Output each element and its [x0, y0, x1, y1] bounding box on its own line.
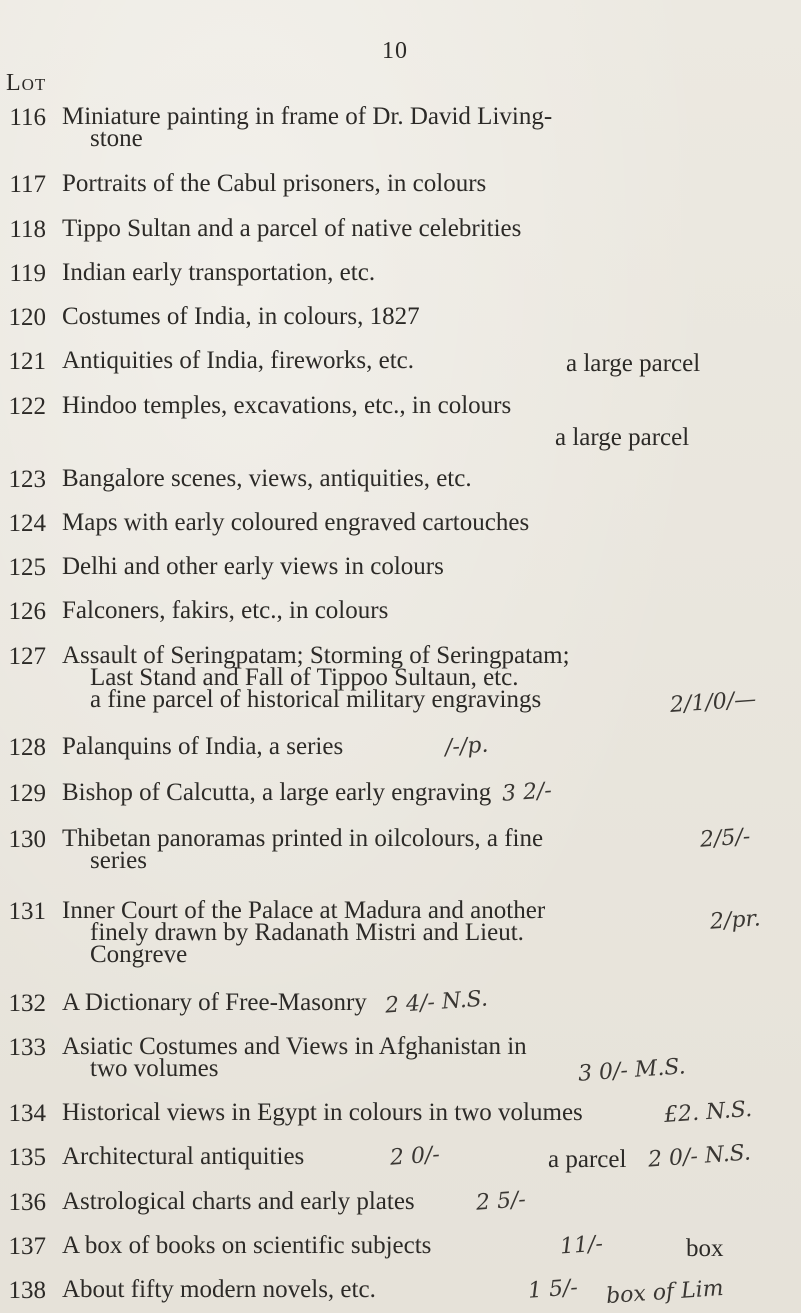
lot-description: [62, 733, 344, 760]
handwritten-price: 1 5/-: [527, 1275, 579, 1304]
lot-line: Portraits of the Cabul prisoners, in colours: [62, 170, 487, 197]
lot-line: two volumes: [90, 1055, 219, 1082]
lot-description: [62, 897, 546, 968]
lot-number: 124: [8, 510, 46, 537]
handwritten-price: 2 5/-: [475, 1187, 527, 1216]
handwritten-price: 3 0/- M.S.: [577, 1054, 687, 1087]
lot-line: Delhi and other early views in colours: [62, 553, 444, 580]
handwritten-price: 3 2/-: [501, 778, 553, 807]
lot-description: [62, 170, 487, 197]
handwritten-price: /-/p.: [444, 732, 490, 761]
lot-line: finely drawn by Radanath Mistri and Lieut.: [90, 919, 524, 946]
lot-description: [62, 825, 544, 874]
lot-description: [62, 465, 472, 492]
lot-line: Antiquities of India, fireworks, etc.: [62, 347, 414, 374]
lot-number: 123: [8, 466, 46, 493]
lot-line: Astrological charts and early plates: [62, 1188, 415, 1215]
lot-number: 120: [8, 304, 46, 331]
lot-line: Asiatic Costumes and Views in Afghanistan in: [62, 1033, 527, 1060]
lot-line: Maps with early coloured engraved cartouches: [62, 509, 530, 536]
lot-description: [62, 779, 492, 806]
lot-number: 134: [8, 1100, 46, 1127]
lot-number: 137: [8, 1233, 46, 1260]
lot-line: Palanquins of India, a series: [62, 733, 344, 760]
lot-description: [62, 1232, 432, 1259]
lot-line: Thibetan panoramas printed in oilcolours, a fine: [62, 825, 544, 852]
lot-description: [62, 1188, 415, 1215]
lot-line: Tippo Sultan and a parcel of native celebrities: [62, 215, 522, 242]
lot-number: 136: [8, 1189, 46, 1216]
lot-line: a fine parcel of historical military engravings: [90, 686, 542, 713]
lot-description: [62, 989, 367, 1016]
lot-description: [62, 1143, 305, 1170]
lot-line: Assault of Seringpatam; Storming of Seringpatam;: [62, 642, 570, 669]
lot-quantity-note: a parcel: [548, 1146, 627, 1173]
lot-description: [62, 597, 389, 624]
handwritten-price: 2 4/- N.S.: [384, 986, 489, 1019]
lot-line: Architectural antiquities: [62, 1143, 305, 1170]
lot-line: A box of books on scientific subjects: [62, 1232, 432, 1259]
handwritten-price-secondary: 2 0/- N.S.: [647, 1140, 752, 1173]
lot-number: 125: [8, 554, 46, 581]
lot-quantity-note: a large parcel: [555, 424, 690, 451]
lot-number: 133: [8, 1034, 46, 1061]
lot-description: [62, 553, 444, 580]
handwritten-price: 11/-: [559, 1231, 604, 1260]
lot-number: 126: [8, 598, 46, 625]
handwritten-price: 2 0/-: [389, 1142, 441, 1171]
lot-description: [62, 1276, 376, 1303]
lot-number: 132: [8, 990, 46, 1017]
lot-quantity-note: box: [686, 1235, 724, 1262]
lot-column-heading: Lot: [6, 70, 47, 96]
lot-description: [62, 303, 420, 330]
lot-number: 118: [9, 216, 46, 243]
lot-number: 127: [8, 643, 46, 670]
lot-number: 131: [8, 898, 46, 925]
lot-line: About fifty modern novels, etc.: [62, 1276, 376, 1303]
handwritten-price: £2. N.S.: [663, 1096, 753, 1129]
lot-number: 121: [8, 348, 46, 375]
lot-number: 122: [8, 393, 46, 420]
lot-description: [62, 347, 414, 374]
handwritten-price: 2/5/-: [699, 824, 752, 853]
lot-line: Miniature painting in frame of Dr. David Living-: [62, 103, 553, 130]
lot-number: 128: [8, 734, 46, 761]
lot-line: Costumes of India, in colours, 1827: [62, 303, 420, 330]
lot-description: [62, 103, 553, 152]
lot-line: series: [90, 847, 147, 874]
lot-line: Bishop of Calcutta, a large early engraving: [62, 779, 492, 806]
lot-description: [62, 392, 512, 419]
lot-description: [62, 215, 522, 242]
lot-description: [62, 509, 530, 536]
lot-description: [62, 1099, 583, 1126]
lot-line: Inner Court of the Palace at Madura and another: [62, 897, 546, 924]
lot-quantity-note: a large parcel: [566, 350, 701, 377]
lot-line: Falconers, fakirs, etc., in colours: [62, 597, 389, 624]
lot-number: 117: [9, 171, 46, 198]
lot-line: Bangalore scenes, views, antiquities, etc.: [62, 465, 472, 492]
lot-number: 116: [9, 104, 46, 131]
lot-number: 138: [8, 1277, 46, 1304]
lot-description: [62, 259, 376, 286]
page-number: 10: [382, 38, 408, 64]
lot-line: Last Stand and Fall of Tippoo Sultaun, etc.: [90, 664, 519, 691]
lot-number: 129: [8, 780, 46, 807]
lot-line: Indian early transportation, etc.: [62, 259, 376, 286]
lot-description: [62, 642, 570, 713]
handwritten-price: 2/pr.: [709, 906, 762, 935]
lot-line: Hindoo temples, excavations, etc., in colours: [62, 392, 512, 419]
handwritten-price-secondary: box of Lim: [605, 1275, 725, 1310]
lot-line: A Dictionary of Free-Masonry: [62, 989, 367, 1016]
lot-number: 119: [9, 260, 46, 287]
lot-number: 135: [8, 1144, 46, 1171]
lot-description: [62, 1033, 527, 1082]
lot-line: stone: [90, 125, 143, 152]
lot-line: Congreve: [90, 941, 188, 968]
lot-line: Historical views in Egypt in colours in two volumes: [62, 1099, 583, 1126]
lot-number: 130: [8, 826, 46, 853]
handwritten-price: 2/1/0/—: [669, 687, 758, 718]
